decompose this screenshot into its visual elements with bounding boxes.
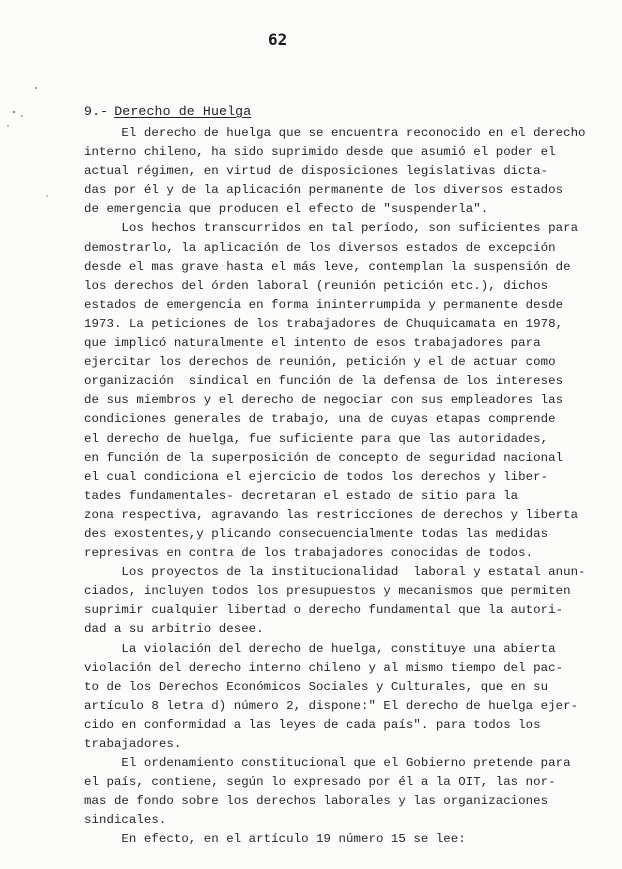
text-line: sindicales. <box>84 813 167 828</box>
text-line: el país, contiene, según lo expresado por él a la OIT, las nor- <box>84 775 556 790</box>
text-line: trabajadores. <box>84 737 182 751</box>
text-line: demostrarlo, la aplicación de los diversos estados de excepción <box>84 240 556 255</box>
text-line: actual régimen, en virtud de disposiciones legislativas dicta- <box>84 164 549 179</box>
text-line: La violación del derecho de huelga, constituye una abierta <box>84 641 556 656</box>
text-line: 1973. La peticiones de los trabajadores de Chuquicamata en 1978, <box>84 316 564 331</box>
text-line: En efecto, en el artículo 19 número 15 se lee: <box>84 832 466 847</box>
text-line: condiciones generales de trabajo, una de cuyas etapas comprende <box>84 412 556 427</box>
section-title: Derecho de Huelga <box>114 104 252 119</box>
text-line: des exostentes,y plicando consecuencialmente todas las medidas <box>84 526 549 541</box>
text-line: en función de la superposición de concepto de seguridad nacional <box>84 450 564 465</box>
text-line: organización sindical en función de la defensa de los intereses <box>84 374 564 389</box>
text-line: to de los Derechos Económicos Sociales y Culturales, que en su <box>84 679 549 694</box>
text-line: El derecho de huelga que se encuentra reconocido en el derecho <box>84 126 586 140</box>
text-line: tades fundamentales- decretaran el estado de sitio para la <box>84 488 519 503</box>
body-text <box>84 124 604 850</box>
text-line: estados de emergencia en forma ininterrumpida y permanente desde <box>84 297 564 312</box>
text-line: ejercitar los derechos de reunión, petición y el de actuar como <box>84 355 556 370</box>
text-line: Los hechos transcurridos en tal período, son suficientes para <box>84 221 579 236</box>
text-line: de emergencia que producen el efecto de "suspenderla". <box>84 202 489 217</box>
text-line: el derecho de huelga, fue suficiente para que las autoridades, <box>84 431 549 446</box>
section-heading <box>84 104 251 119</box>
text-line: das por él y de la aplicación permanente de los diversos estados <box>84 183 564 198</box>
text-line: ciados, incluyen todos los presupuestos y mecanismos que permiten <box>84 584 571 599</box>
text-line: suprimir cualquier libertad o derecho fundamental que la autori- <box>84 603 564 618</box>
text-line: mas de fondo sobre los derechos laborales y las organizaciones <box>84 794 549 809</box>
text-line: desde el mas grave hasta el más leve, contemplan la suspensión de <box>84 259 571 274</box>
text-line: Los proyectos de la institucionalidad laboral y estatal anun- <box>84 565 586 580</box>
text-line: violación del derecho interno chileno y al mismo tiempo del pac- <box>84 660 564 675</box>
text-line: el cual condiciona el ejercicio de todos los derechos y liber- <box>84 469 549 484</box>
text-line: de sus miembros y el derecho de negociar con sus empleadores las <box>84 393 564 408</box>
text-line: que implicó naturalmente el intento de esos trabajadores para <box>84 336 541 351</box>
section-number: 9.- <box>84 104 109 119</box>
text-line: represivas en contra de los trabajadores conocidas de todos. <box>84 546 534 561</box>
text-line: artículo 8 letra d) número 2, dispone:" El derecho de huelga ejer- <box>84 698 579 713</box>
text-line: zona respectiva, agravando las restricciones de derechos y liberta <box>84 507 579 522</box>
text-line: interno chileno, ha sido suprimido desde que asumió el poder el <box>84 145 556 160</box>
text-line: El ordenamiento constitucional que el Gobierno pretende para <box>84 756 571 771</box>
page-number: 62 <box>268 30 288 49</box>
text-line: los derechos del órden laboral (reunión petición etc.), dichos <box>84 278 549 293</box>
text-line: cido en conformidad a las leyes de cada país". para todos los <box>84 717 541 732</box>
text-line: dad a su arbitrio desee. <box>84 622 264 637</box>
